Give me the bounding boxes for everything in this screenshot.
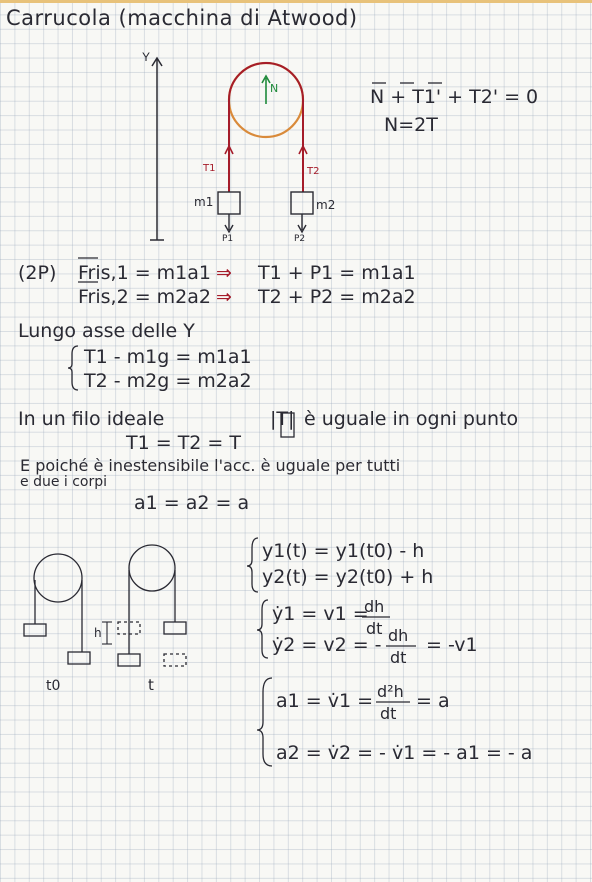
y-equation-1: T1 - m1g = m1a1 <box>84 346 252 368</box>
forces-sum-2: T2 + P2 = m2a2 <box>258 286 416 308</box>
brace-positions <box>247 538 258 592</box>
label-t0: t0 <box>46 678 61 694</box>
velocity-2-den: dt <box>390 648 407 667</box>
label-h: h <box>94 626 102 640</box>
velocity-1-lhs: ẏ1 = v1 = <box>272 603 369 625</box>
pulley-at-t <box>118 545 186 666</box>
y-axis-label: Y <box>142 50 151 64</box>
page-title: Carrucola (macchina di Atwood) <box>6 6 358 30</box>
velocity-2-lhs: ẏ2 = v2 = - <box>272 634 382 656</box>
position-2: y2(t) = y2(t0) + h <box>262 566 434 588</box>
weight-right-label: P2 <box>294 234 306 244</box>
acceleration-1-num: d²h <box>377 682 404 701</box>
label-t: t <box>148 676 154 694</box>
velocity-1-den: dt <box>366 619 383 638</box>
y-equation-2: T2 - m2g = m2a2 <box>84 370 252 392</box>
brace-y-system <box>68 346 78 390</box>
y-axis-heading: Lungo asse delle Y <box>18 320 195 342</box>
tension-equality: T1 = T2 = T <box>126 432 241 454</box>
mass-right-label: m2 <box>316 198 336 212</box>
ideal-wire-text-b: è uguale in ogni punto <box>304 408 519 430</box>
weight-left-label: P1 <box>222 234 234 244</box>
mass-left-block <box>218 192 240 214</box>
mass-right-block <box>291 192 313 214</box>
inextensible-text-line2: e due i corpi <box>20 474 108 490</box>
forces-sum-1: T1 + P1 = m1a1 <box>258 262 416 284</box>
net-force-2: Fris,2 = m2a2 <box>78 286 211 308</box>
tension-norm: |T| <box>270 408 295 430</box>
velocity-2-rhs: = -v1 <box>426 634 478 656</box>
position-1: y1(t) = y1(t0) - h <box>262 540 425 562</box>
acceleration-2: a2 = v̇2 = - v̇1 = - a1 = - a <box>276 742 533 764</box>
implies-arrow-1: ⇒ <box>216 262 232 284</box>
acceleration-1-lhs: a1 = v̇1 = <box>276 690 374 712</box>
second-principle-label: (2P) <box>18 262 57 284</box>
inextensible-text-line1: E poiché è inestensibile l'acc. è uguale per tutti <box>20 456 401 475</box>
implies-arrow-2: ⇒ <box>216 286 232 308</box>
tension-right-label: T2 <box>307 166 320 177</box>
acceleration-1-rhs: = a <box>416 690 450 712</box>
tension-left-label: T1 <box>203 163 216 174</box>
acceleration-1-den: dt <box>380 704 397 723</box>
height-marker <box>102 622 112 644</box>
normal-label: N <box>270 82 279 95</box>
velocity-2-num: dh <box>388 626 409 645</box>
net-force-1: Fris,1 = m1a1 <box>78 262 211 284</box>
brace-velocities <box>257 600 268 658</box>
brace-accelerations <box>257 678 272 766</box>
acceleration-equality: a1 = a2 = a <box>134 492 250 514</box>
pulley-at-t0 <box>24 554 90 664</box>
normal-equals-2t: N=2T <box>384 114 438 136</box>
mass-left-label: m1 <box>194 195 214 209</box>
ideal-wire-text-a: In un filo ideale <box>18 408 165 430</box>
equilibrium-equation: N + T1' + T2' = 0 <box>370 86 539 108</box>
velocity-1-num: dh <box>364 597 385 616</box>
